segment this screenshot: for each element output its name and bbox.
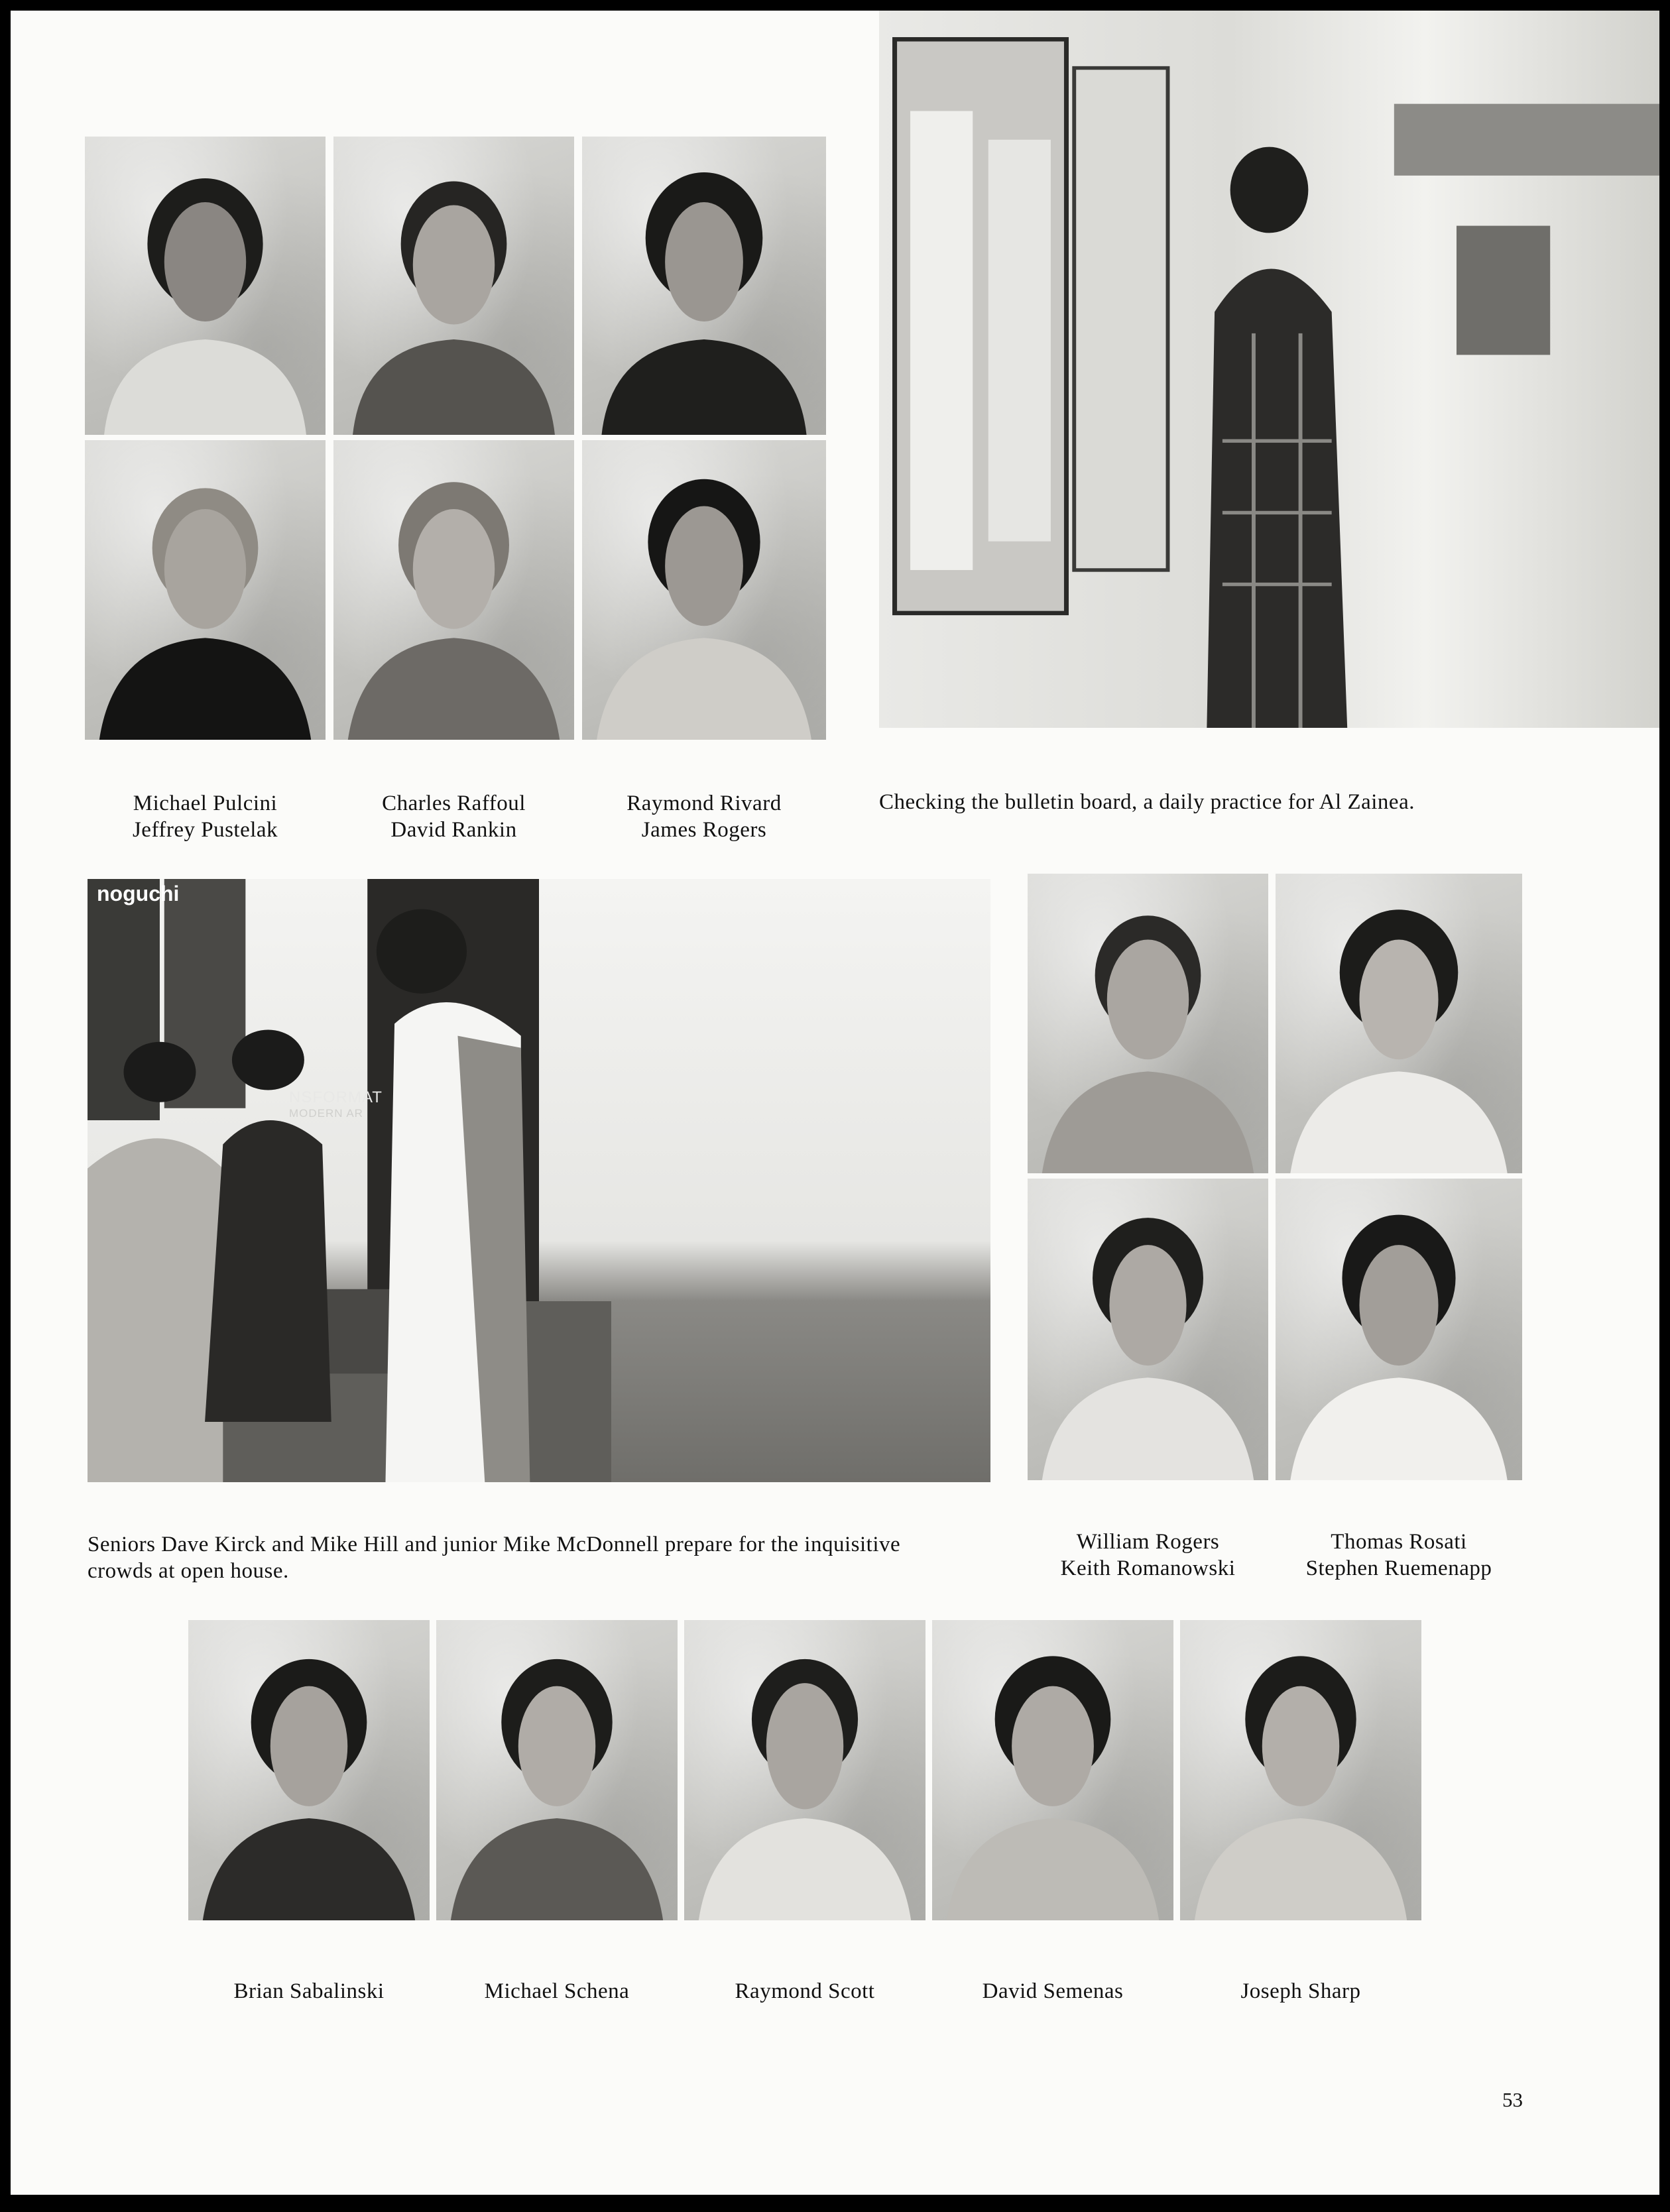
portrait-name: William Rogers [1076, 1530, 1220, 1554]
portrait-caption [932, 1978, 1173, 2005]
portrait-name: Jeffrey Pustelak [132, 818, 278, 842]
portrait-name: Thomas Rosati [1331, 1530, 1467, 1554]
portrait-photo [1028, 1179, 1268, 1480]
portrait-name: Charles Raffoul [382, 791, 526, 815]
portrait-photo [582, 440, 826, 740]
poster-subtitle: MODERN AR [289, 1107, 363, 1120]
portrait-photo [85, 137, 326, 435]
portrait-photo [1276, 1179, 1522, 1480]
portrait-photo [1276, 874, 1522, 1173]
portrait-name: Stephen Ruemenapp [1305, 1556, 1492, 1580]
bulletin-board-photo [879, 11, 1659, 728]
portrait-caption [85, 790, 326, 843]
poster-title-overlay [289, 1088, 422, 1135]
portrait-name: David Rankin [390, 818, 517, 842]
portrait-photo [1180, 1620, 1421, 1920]
portrait-photo [85, 440, 326, 740]
portrait-photo [1028, 874, 1268, 1173]
caption-text: crowds at open house. [88, 1559, 289, 1583]
portrait-name: Raymond Scott [735, 1979, 875, 2003]
portrait-caption [1180, 1978, 1421, 2005]
portrait-caption [1276, 1529, 1522, 1582]
portrait-caption [333, 790, 574, 843]
portrait-photo [684, 1620, 925, 1920]
portrait-photo [333, 440, 574, 740]
portrait-photo [582, 137, 826, 435]
portrait-photo [188, 1620, 430, 1920]
portrait-caption [582, 790, 826, 843]
portrait-name: Joseph Sharp [1240, 1979, 1361, 2003]
portrait-photo [436, 1620, 678, 1920]
portrait-name: Raymond Rivard [626, 791, 782, 815]
portrait-name: Brian Sabalinski [233, 1979, 385, 2003]
open-house-photo [88, 879, 990, 1482]
portrait-name: Michael Schena [484, 1979, 630, 2003]
caption-text: Checking the bulletin board, a daily practice for Al Zainea. [879, 790, 1415, 814]
portrait-name: David Semenas [982, 1979, 1124, 2003]
portrait-caption [684, 1978, 925, 2005]
portrait-name: Keith Romanowski [1060, 1556, 1236, 1580]
yearbook-page [11, 11, 1659, 2195]
portrait-name: Michael Pulcini [133, 791, 278, 815]
portrait-photo [333, 137, 574, 435]
open-house-caption [88, 1531, 1002, 1584]
portrait-caption [436, 1978, 678, 2005]
bulletin-caption [879, 789, 1659, 815]
portrait-caption [1028, 1529, 1268, 1582]
page-number: 53 [1502, 2088, 1523, 2111]
portrait-name: James Rogers [641, 818, 767, 842]
portrait-caption [188, 1978, 430, 2005]
poster-title: NSFORMAT [289, 1088, 383, 1106]
poster-brand: noguchi [97, 882, 180, 905]
poster-overlay [88, 882, 253, 928]
caption-text: Seniors Dave Kirck and Mike Hill and junior Mike McDonnell prepare for the inquisitive [88, 1533, 901, 1556]
portrait-photo [932, 1620, 1173, 1920]
